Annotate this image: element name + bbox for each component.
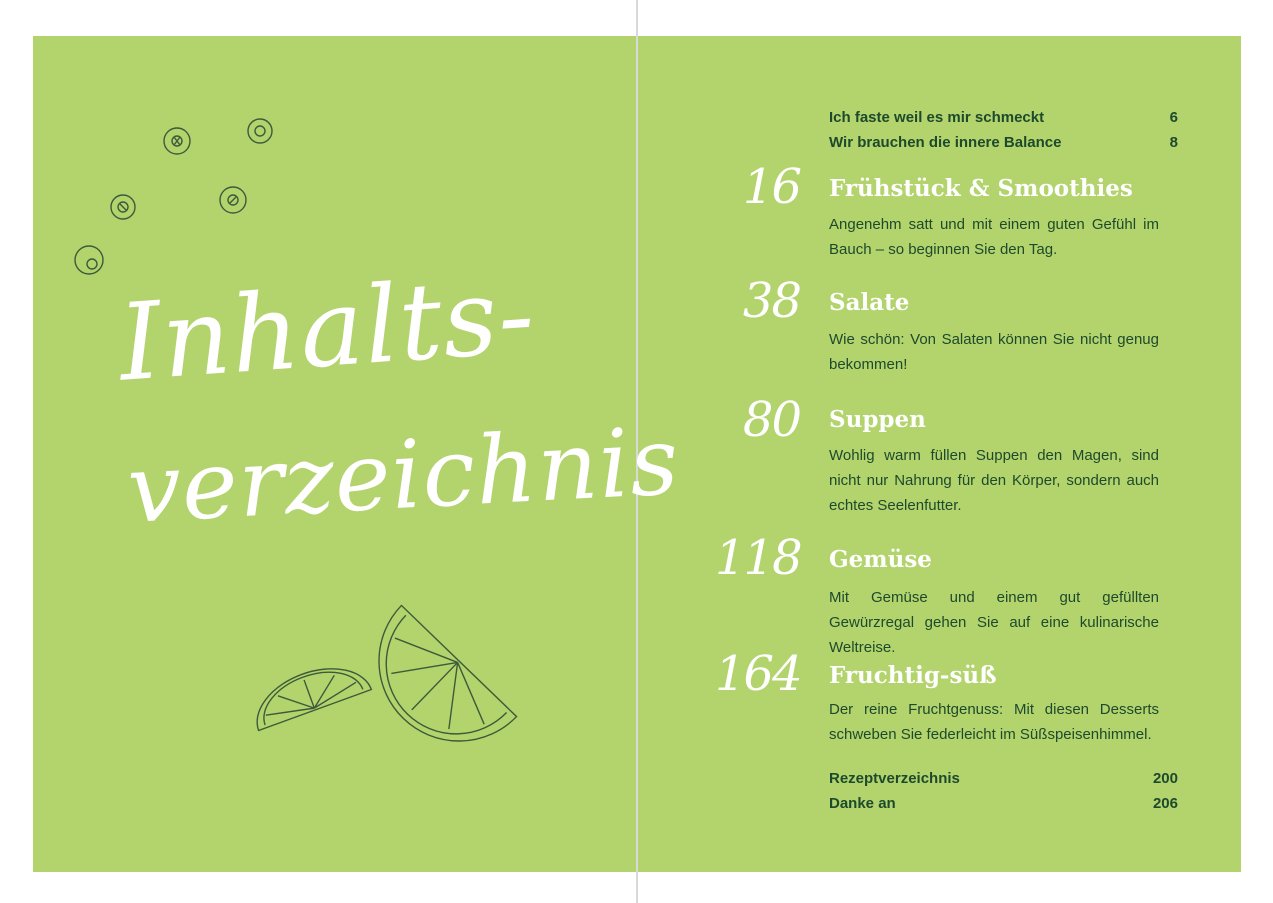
- section-description: Wohlig warm füllen Suppen den Magen, sind nicht nur Nahrung für den Körper, sondern auch echtes Seelenfutter.: [829, 447, 1159, 514]
- lime-slice-icon: [246, 654, 372, 731]
- toc-entry-label: Wir brauchen die innere Balance: [829, 134, 1062, 151]
- section-description: Der reine Fruchtgenuss: Mit diesen Desserts schweben Sie federleicht im Süßspeisenhimmel.: [829, 701, 1159, 743]
- section-page-number: 80: [742, 392, 800, 448]
- section-page-number: 118: [715, 530, 801, 586]
- toc-entry-page: 200: [1152, 770, 1178, 787]
- section-title: Suppen: [829, 406, 926, 433]
- toc-entry: [829, 770, 1178, 787]
- section-title: Fruchtig-süß: [829, 662, 997, 689]
- toc-entry: [829, 134, 1178, 151]
- section-description: Mit Gemüse und einem gut gefüllten Gewürzregal gehen Sie auf eine kulinarische Weltreise.: [829, 589, 1159, 656]
- toc-entry-label: Danke an: [829, 795, 896, 812]
- toc-entry: [829, 109, 1178, 126]
- section-title: Frühstück & Smoothies: [829, 175, 1133, 202]
- section-description: Wie schön: Von Salaten können Sie nicht genug bekommen!: [829, 331, 1159, 373]
- toc-entry-page: 8: [1169, 134, 1178, 151]
- section-title: Salate: [829, 289, 910, 316]
- toc-entry-page: 206: [1152, 795, 1178, 812]
- blueberry-icon: [111, 195, 135, 219]
- section-title: Gemüse: [829, 546, 932, 573]
- blueberry-icon: [164, 128, 190, 154]
- section-description: Angenehm satt und mit einem guten Gefühl im Bauch – so beginnen Sie den Tag.: [829, 216, 1159, 258]
- section-page-number: 16: [742, 159, 800, 215]
- toc-entry-label: Ich faste weil es mir schmeckt: [829, 109, 1045, 126]
- blueberry-icon: [248, 119, 272, 143]
- toc-title-line2: verzeichnis: [125, 407, 682, 545]
- toc-entry: [829, 795, 1178, 812]
- blueberry-icon: [75, 246, 103, 274]
- toc-entry-label: Rezeptverzeichnis: [829, 770, 960, 787]
- section-page-number: 38: [742, 273, 800, 329]
- toc-title-line1: Inhalts-: [115, 252, 539, 405]
- toc-entry-page: 6: [1169, 109, 1178, 126]
- blueberry-icon: [220, 187, 246, 213]
- section-page-number: 164: [715, 646, 801, 702]
